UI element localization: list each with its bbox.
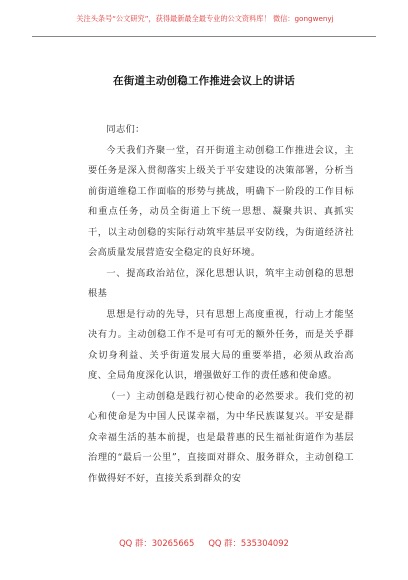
- document-title: 在街道主动创稳工作推进会议上的讲话: [113, 75, 295, 87]
- footer-qq-groups: [0, 537, 408, 549]
- body-paragraph: 今天我们齐聚一堂，召开街道主动创稳工作推进会议，主要任务是深入贯彻落实上级关于平安建设的决策部署，分析当前街道维稳工作面临的形势与挑战，明确下一阶段的工作目标和重点任务，动员全街道上下统一思想、凝聚共识、真抓实干，以主动创稳的实际行动筑牢基层平安防线，为街道经济社会高质量发展营造安全稳定的良好环境。: [88, 144, 354, 258]
- body-paragraph: 思想是行动的先导，只有思想上高度重视，行动上才能坚决有力。主动创稳工作不是可有可无的额外任务，而是关乎群众切身利益、关乎街道发展大局的重要举措，必须从政治高度、全局角度深化认识，增强做好工作的责任感和使命感。: [88, 308, 354, 381]
- header-divider: [32, 36, 376, 37]
- header-notice: 关注头条号“公文研究”，获得最新最全最专业的公文资料库！ 微信：gongwenyj: [76, 14, 334, 23]
- qq-group-1: QQ 群：30265665: [119, 538, 195, 548]
- document-body: [88, 120, 354, 489]
- body-paragraph: （一）主动创稳是践行初心使命的必然要求。我们党的初心和使命是为中国人民谋幸福，为中华民族谋复兴。平安是群众幸福生活的基本前提，也是最普惠的民生福祉街道作为基层治理的“最后一公里”，直接面对群众、服务群众，主动创稳工作做得好不好，直接关系到群众的安: [88, 390, 354, 484]
- greeting-paragraph: 同志们：: [106, 124, 145, 135]
- qq-group-2: QQ 群：535304092: [208, 538, 289, 548]
- section-heading: 一、提高政治站位，深化思想认识，筑牢主动创稳的思想根基: [88, 267, 354, 299]
